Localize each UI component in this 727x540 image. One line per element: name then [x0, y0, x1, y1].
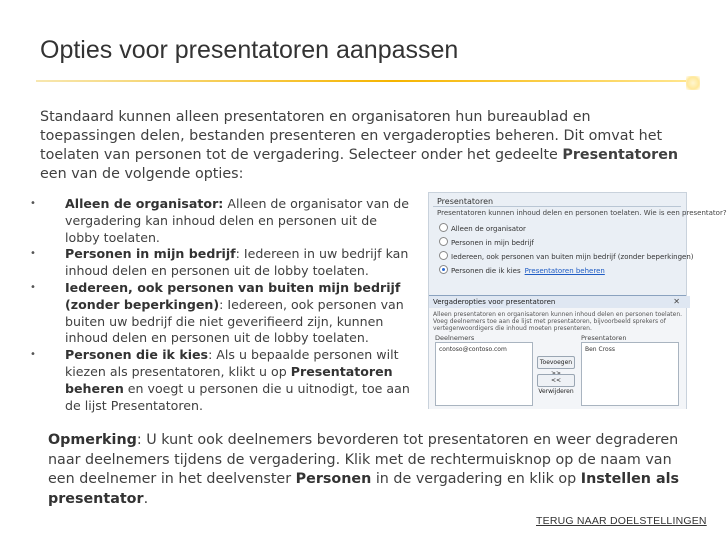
radio-icon — [439, 251, 448, 260]
attendees-list[interactable] — [435, 342, 533, 406]
radio-selected-icon — [439, 265, 448, 274]
screenshot-divider — [433, 206, 681, 207]
screenshot-question: Presentatoren kunnen inhoud delen en personen toelaten. Wie is een presentator? — [437, 209, 727, 217]
option-title: Iedereen, ook personen van buiten mijn bedrijf (zonder beperkingen) — [65, 279, 401, 312]
intro-bold: Presentatoren — [562, 147, 679, 163]
intro-tail: een van de volgende opties: — [40, 166, 244, 182]
option-item — [30, 196, 410, 246]
option-item — [30, 347, 410, 414]
radio-organizer-only[interactable] — [439, 223, 526, 233]
note-text: : U kunt ook deelnemers bevorderen tot presentatoren en weer degraderen naar deelnemers tijdens de vergadering. Klik met de rechtermuisknop op de naam van een deelnemer in het deelvenster — [48, 432, 679, 487]
intro-paragraph — [40, 108, 680, 184]
slide-title: Opties voor presentatoren aanpassen — [40, 36, 459, 64]
title-divider — [36, 80, 686, 82]
note-paragraph — [48, 431, 688, 509]
option-title: Personen die ik kies — [65, 347, 209, 363]
divider-glow — [686, 76, 700, 90]
note-text-2: in de vergadering en klik op — [371, 471, 581, 487]
option-text: : Iedereen in uw bedrijf kan inhoud delen en personen uit de lobby toelaten. — [65, 246, 409, 279]
attendees-label: Deelnemers — [435, 334, 475, 342]
option-item — [30, 246, 410, 280]
add-button[interactable]: Toevoegen — [537, 356, 575, 369]
option-text: Alleen de organisator van de vergadering kan inhoud delen en personen uit de lobby toelaten. — [65, 196, 410, 245]
intro-text: Standaard kunnen alleen presentatoren en organisatoren hun bureaublad en toepassingen delen, bestanden presenteren en vergaderopties beheren. Dit omvat het toelaten van personen tot de vergadering. Selecteer onder het gedeelte — [40, 109, 663, 163]
radio-icon — [439, 223, 448, 232]
radio-label: Iedereen, ook personen van buiten mijn bedrijf (zonder beperkingen) — [451, 253, 694, 261]
presenter-options-dialog — [429, 295, 686, 409]
back-to-objectives-link[interactable]: TERUG NAAR DOELSTELLINGEN — [536, 515, 707, 527]
screenshot-heading: Presentatoren — [437, 197, 494, 206]
radio-company[interactable] — [439, 237, 534, 247]
options-list — [30, 196, 410, 414]
manage-presenters-link[interactable]: Presentatoren beheren — [524, 267, 605, 275]
remove-button[interactable]: << Verwijderen — [537, 374, 575, 387]
option-title: Personen in mijn bedrijf — [65, 246, 236, 262]
note-bold-action: Instellen als presentator — [48, 471, 680, 507]
radio-label: Personen in mijn bedrijf — [451, 239, 534, 247]
presenter-options-screenshot — [428, 192, 727, 409]
note-text-3: . — [143, 490, 149, 507]
presenters-list[interactable] — [581, 342, 679, 406]
radio-label: Alleen de organisator — [451, 225, 526, 233]
radio-everyone[interactable] — [439, 251, 694, 261]
close-icon[interactable]: ✕ — [673, 297, 680, 306]
dialog-info: Alleen presentatoren en organisatoren kunnen inhoud delen en personen toelaten. Voeg deelnemers toe aan de lijst met presentatoren, bijvoorbeeld sprekers of vertegenwoordigers die inhoud moeten presenteren. — [433, 311, 683, 332]
presenter-entry[interactable]: Ben Cross — [585, 346, 615, 353]
note-label: Opmerking — [48, 432, 137, 448]
option-item — [30, 280, 410, 347]
radio-icon — [439, 237, 448, 246]
note-bold-people: Personen — [295, 471, 372, 487]
option-bold-inline: Presentatoren beheren — [65, 363, 393, 396]
presenters-label: Presentatoren — [581, 334, 627, 342]
option-text: : Als u bepaalde personen wilt kiezen als presentatoren, klikt u op — [65, 347, 399, 379]
attendee-entry[interactable]: contoso@contoso.com — [439, 346, 507, 353]
option-title: Alleen de organisator: — [65, 196, 224, 211]
option-text: : Iedereen, ook personen van buiten uw bedrijf die niet geverifieerd zijn, kunnen inhoud delen en personen uit de lobby toelaten. — [65, 296, 404, 346]
radio-people-i-choose[interactable] — [439, 265, 605, 275]
option-tail: en voegt u personen die u uitnodigt, toe aan de lijst Presentatoren. — [65, 380, 410, 413]
radio-label: Personen die ik kies — [451, 267, 521, 275]
dialog-title: Vergaderopties voor presentatoren — [429, 296, 690, 308]
